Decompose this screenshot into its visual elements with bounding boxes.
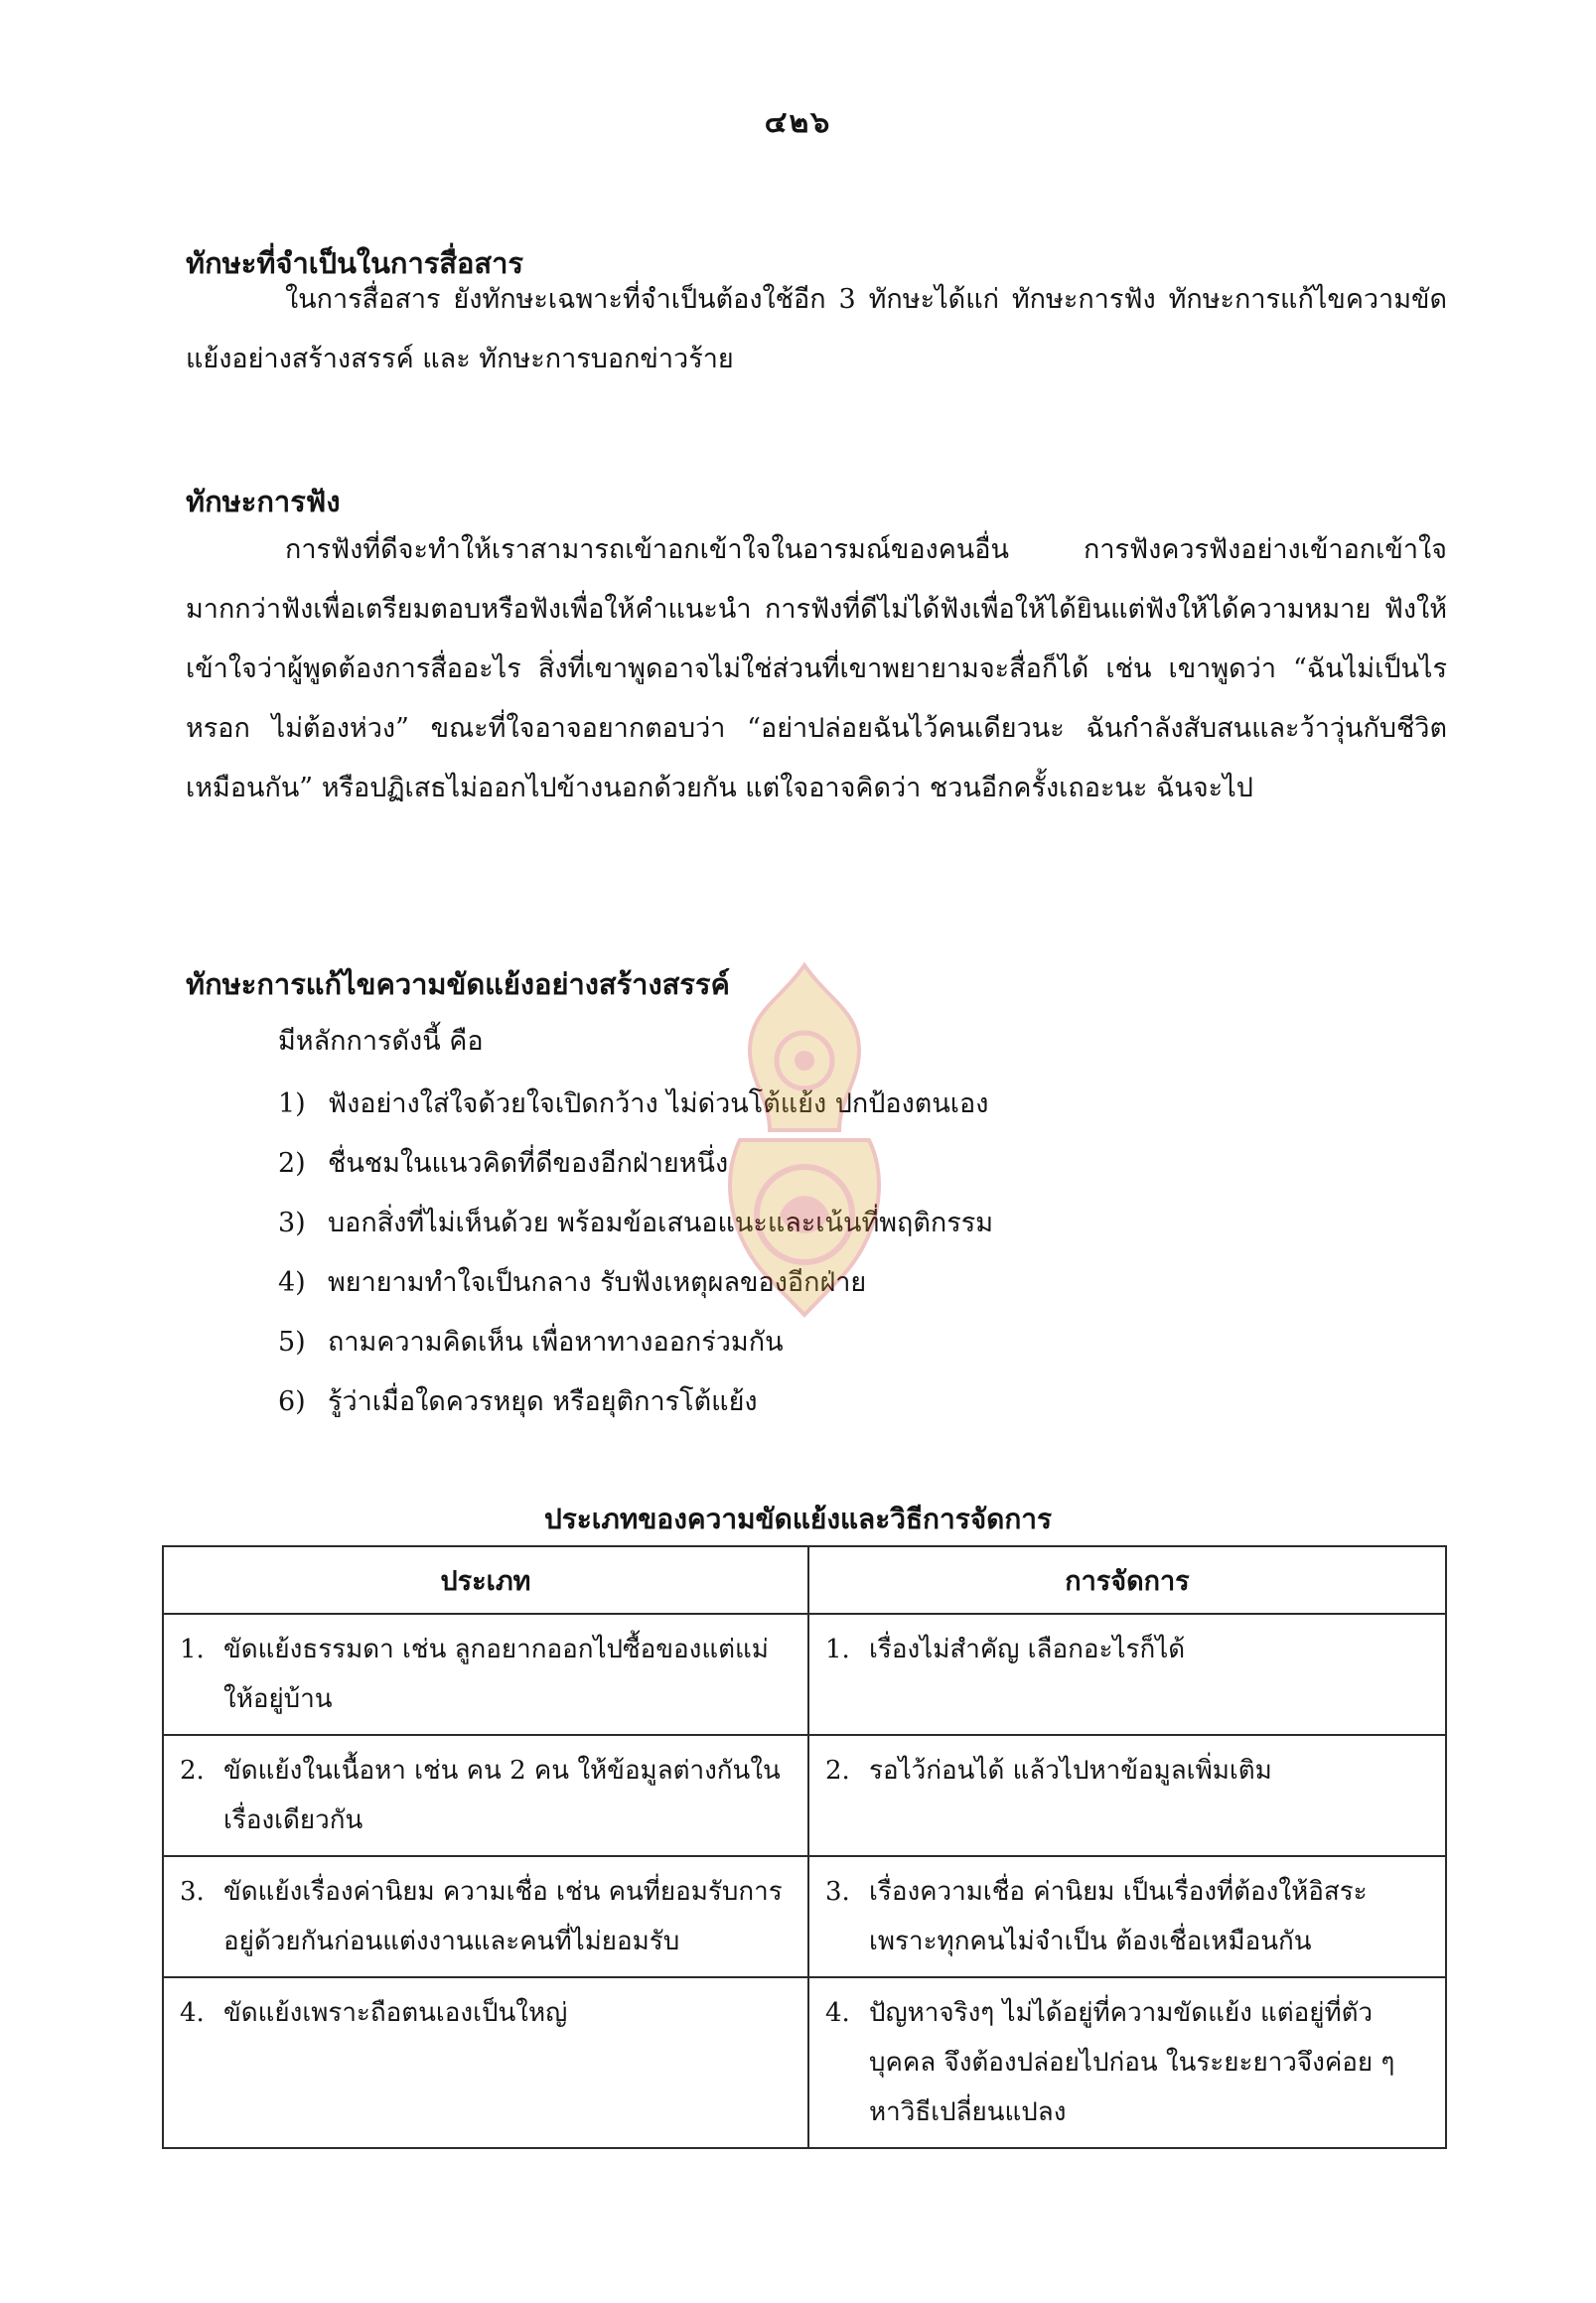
table-cell-type <box>163 1614 808 1735</box>
list-item-text: ชื่นชมในแนวคิดที่ดีของอีกฝ่ายหนึ่ง <box>328 1148 729 1179</box>
conflict-types-table <box>162 1545 1447 2149</box>
table-cell-handling <box>808 1856 1446 1977</box>
list-item-text: ถามความคิดเห็น เพื่อหาทางออกร่วมกัน <box>328 1327 784 1358</box>
list-item-text: บอกสิ่งที่ไม่เห็นด้วย พร้อมข้อเสนอแนะและเน้นที่พฤติกรรม <box>328 1208 994 1238</box>
table-cell-type <box>163 1856 808 1977</box>
row-number: 1. <box>180 1635 205 1664</box>
table-row <box>163 1614 1446 1735</box>
row-number: 4. <box>180 1998 205 2028</box>
list-item-text: พยายามทำใจเป็นกลาง รับฟังเหตุผลของอีกฝ่าย <box>328 1267 867 1298</box>
cell-text: ขัดแย้งเพราะถือตนเองเป็นใหญ่ <box>223 1998 568 2028</box>
table-row <box>163 1856 1446 1977</box>
table-cell-type <box>163 1735 808 1856</box>
cell-text: ขัดแย้งเรื่องค่านิยม ความเชื่อ เช่น คนที่ยอมรับการอยู่ด้วยกันก่อนแต่งงานและคนที่ไม่ยอมรับ <box>223 1877 783 1956</box>
cell-text: ปัญหาจริงๆ ไม่ได้อยู่ที่ความขัดแย้ง แต่อยู่ที่ตัวบุคคล จึงต้องปล่อยไปก่อน ในระยะยาวจึงค่อย ๆ หาวิธีเปลี่ยนแปลง <box>869 1998 1395 2127</box>
cell-text: เรื่องไม่สำคัญ เลือกอะไรก็ได้ <box>869 1635 1186 1664</box>
cell-text: ขัดแย้งในเนื้อหา เช่น คน 2 คน ให้ข้อมูลต่างกันในเรื่องเดียวกัน <box>223 1756 781 1835</box>
conflict-principles-intro: มีหลักการดังนี้ คือ <box>278 1026 484 1057</box>
row-number: 1. <box>825 1635 850 1664</box>
row-number: 3. <box>180 1877 205 1907</box>
list-item-number: 1) <box>278 1088 306 1119</box>
list-item-number: 3) <box>278 1208 306 1238</box>
paragraph-communication: ในการสื่อสาร ยังทักษะเฉพาะที่จำเป็นต้องใช้อีก 3 ทักษะได้แก่ ทักษะการฟัง ทักษะการแก้ไขความขัดแย้งอย่างสร้างสรรค์ และ ทักษะการบอกข่าวร้าย <box>186 284 1447 374</box>
list-item-text: รู้ว่าเมื่อใดควรหยุด หรือยุติการโต้แย้ง <box>328 1386 758 1417</box>
table-caption: ประเภทของความขัดแย้งและวิธีการจัดการ <box>543 1503 1053 1535</box>
table-row <box>163 1735 1446 1856</box>
cell-text: เรื่องความเชื่อ ค่านิยม เป็นเรื่องที่ต้องให้อิสระ เพราะทุกคนไม่จำเป็น ต้องเชื่อเหมือนกัน <box>869 1877 1368 1956</box>
emblem-watermark-icon <box>710 961 899 1319</box>
table-header-row <box>163 1546 1446 1614</box>
column-header-type: ประเภท <box>163 1546 808 1614</box>
cell-text: ขัดแย้งธรรมดา เช่น ลูกอยากออกไปซื้อของแต่แม่ให้อยู่บ้าน <box>223 1635 769 1714</box>
table-cell-type <box>163 1977 808 2148</box>
cell-text: รอไว้ก่อนได้ แล้วไปหาข้อมูลเพิ่มเติม <box>869 1756 1272 1786</box>
column-header-handling: การจัดการ <box>808 1546 1446 1614</box>
row-number: 2. <box>180 1756 205 1786</box>
row-number: 2. <box>825 1756 850 1786</box>
list-item-number: 5) <box>278 1327 306 1358</box>
section-heading-conflict: ทักษะการแก้ไขความขัดแย้งอย่างสร้างสรรค์ <box>186 967 730 1001</box>
list-item <box>278 1372 993 1432</box>
table-cell-handling <box>808 1735 1446 1856</box>
list-item <box>278 1313 993 1372</box>
table-cell-handling <box>808 1977 1446 2148</box>
table-cell-handling <box>808 1614 1446 1735</box>
page-number: ๔๒๖ <box>764 105 832 140</box>
list-item-number: 6) <box>278 1386 306 1417</box>
row-number: 4. <box>825 1998 850 2028</box>
list-item-text: ฟังอย่างใส่ใจด้วยใจเปิดกว้าง ไม่ด่วนโต้แย้ง ปกป้องตนเอง <box>328 1088 989 1119</box>
paragraph-listening: การฟังที่ดีจะทำให้เราสามารถเข้าอกเข้าใจในอารมณ์ของคนอื่น การฟังควรฟังอย่างเข้าอกเข้าใจมากกว่าฟังเพื่อเตรียมตอบหรือฟังเพื่อให้คำแนะนำ การฟังที่ดีไม่ได้ฟังเพื่อให้ได้ยินแต่ฟังให้ได้ความหมาย ฟังให้เข้าใจว่าผู้พูดต้องการสื่ออะไร สิ่งที่เขาพูดอาจไม่ใช่ส่วนที่เขาพยายามจะสื่อก็ได้ เช่น เขาพูดว่า “ฉันไม่เป็นไรหรอก ไม่ต้องห่วง” ขณะที่ใจอาจอยากตอบว่า “อย่าปล่อยฉันไว้คนเดียวนะ ฉันกำลังสับสนและว้าวุ่นกับชีวิตเหมือนกัน” หรือปฏิเสธไม่ออกไปข้างนอกด้วยกัน แต่ใจอาจคิดว่า ชวนอีกครั้งเถอะนะ ฉันจะไป <box>186 534 1447 803</box>
table-row <box>163 1977 1446 2148</box>
row-number: 3. <box>825 1877 850 1907</box>
list-item-number: 2) <box>278 1148 306 1179</box>
section-heading-communication: ทักษะที่จำเป็นในการสื่อสาร <box>186 246 523 280</box>
list-item-number: 4) <box>278 1267 306 1298</box>
section-heading-listening: ทักษะการฟัง <box>186 485 341 518</box>
